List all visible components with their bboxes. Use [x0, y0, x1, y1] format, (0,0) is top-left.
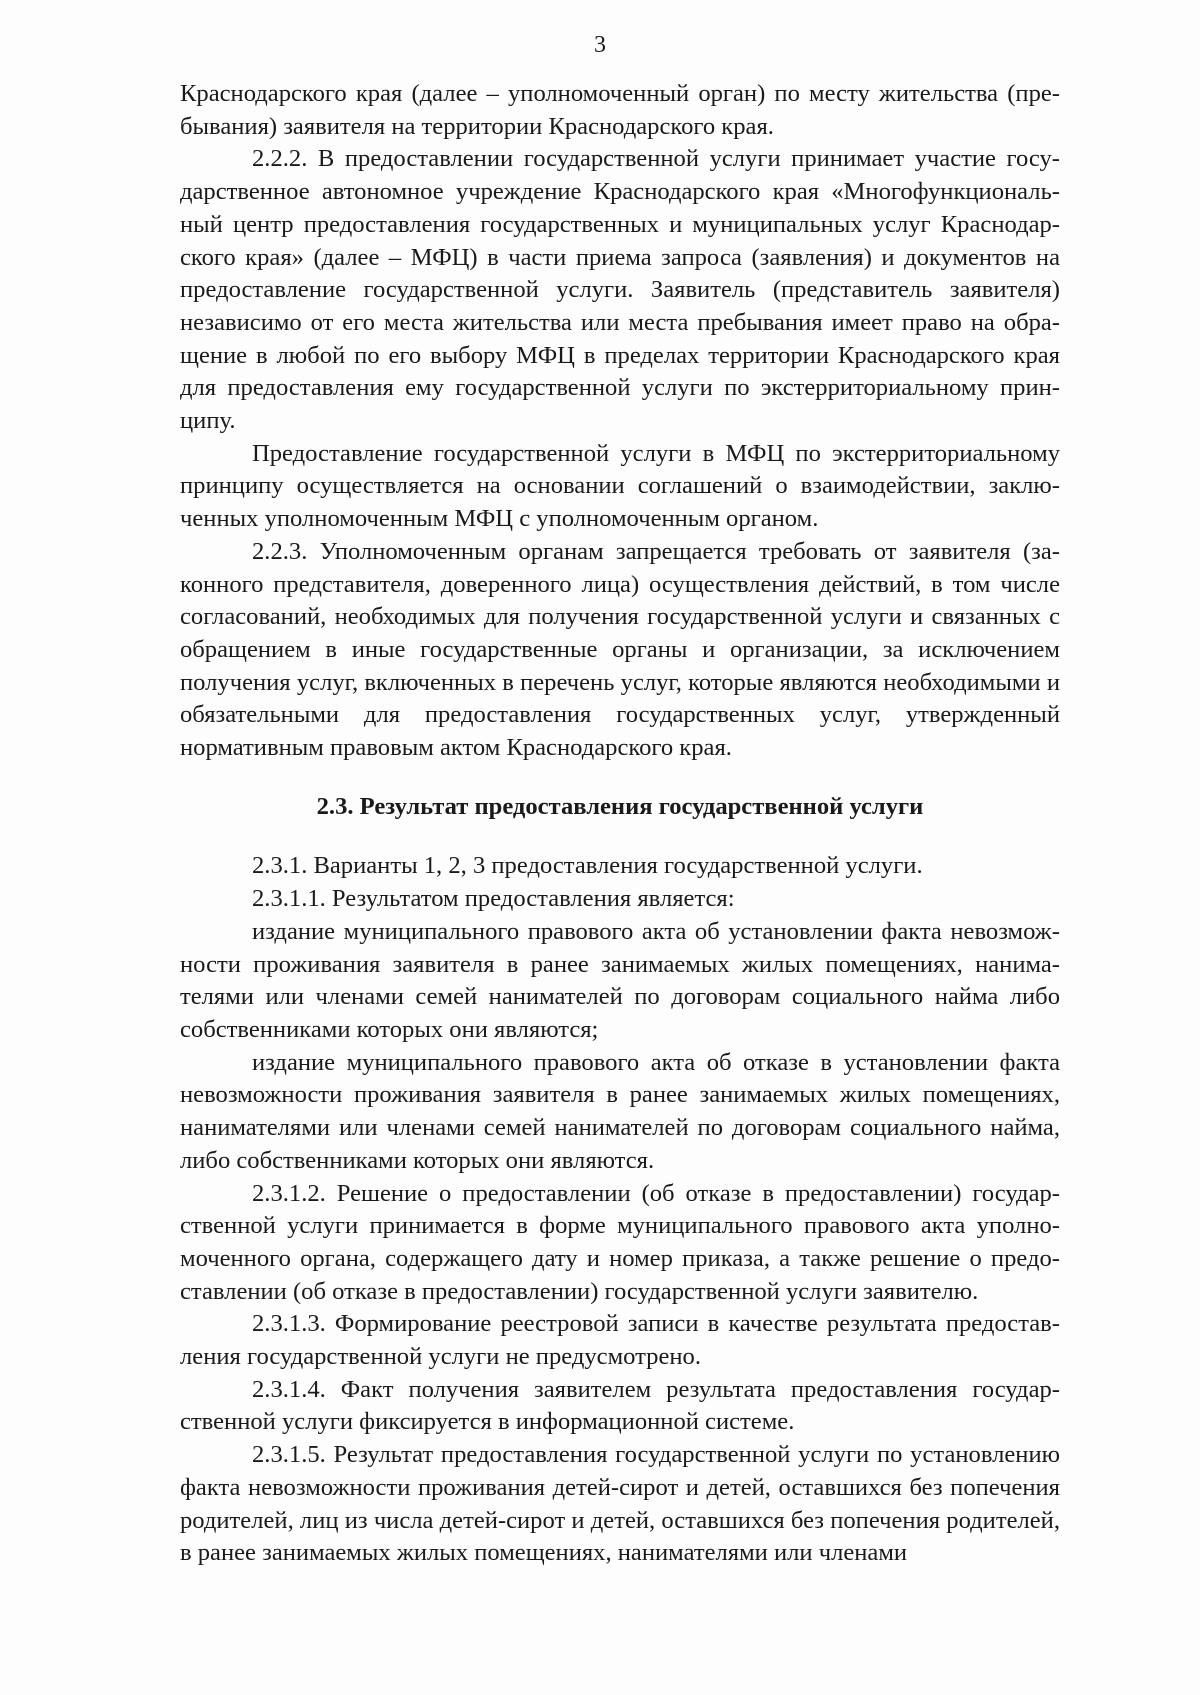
paragraph-2-2-2: 2.2.2. В предоставлении государственной услуги принимает участие государственное автономное учреждение Краснодарского края «Многофункциональный центр предоставления государственных и муниципальных услуг Краснодарского края» (далее – МФЦ) в части приема запроса (заявления) и документов на предоставление государственной услуги. Заявитель (представитель заявителя) независимо от его места жительства или места пребывания имеет право на обращение в любой по его выбору МФЦ в пределах территории Краснодарского края для предоставления ему государственной услуги по экстерриториальному принципу.: [180, 145, 1060, 435]
paragraph-2-2-3: 2.2.3. Уполномоченным органам запрещается требовать от заявителя (законного представителя, доверенного лица) осуществления действий, в том числе согласований, необходимых для получения государственной услуги и связанных с обращением в иные государственные органы и организации, за исключением получения услуг, включенных в перечень услуг, которые являются необходимыми и обязательными для предоставления государственных услуг, утвержденный нормативным правовым актом Краснодарского края.: [180, 537, 1060, 762]
paragraph-2-3-1-5: 2.3.1.5. Результат предоставления государственной услуги по установлению факта невозможности проживания детей-сирот и детей, оставшихся без попечения родителей, лиц из числа детей-сирот и детей, оставшихся без попечения родителей, в ранее занимаемых жилых помещениях, нанимателями или членами: [180, 1441, 1060, 1567]
section-heading: 2.3. Результат предоставления государственной услуги: [316, 792, 924, 820]
paragraph-2-3-1: 2.3.1. Варианты 1, 2, 3 предоставления государственной услуги.: [252, 852, 923, 880]
paragraph-continuation: Краснодарского края (далее – уполномоченный орган) по месту жительства (пребывания) заявителя на территории Краснодарского края.: [180, 80, 1060, 140]
paragraph-2-3-1-2: 2.3.1.2. Решение о предоставлении (об отказе в предоставлении) государственной услуги принимается в форме муниципального правового акта уполномоченного органа, содержащего дату и номер приказа, а также решение о предоставлении (об отказе в предоставлении) государственной услуги заявителю.: [180, 1179, 1060, 1305]
paragraph-2-3-1-3: 2.3.1.3. Формирование реестровой записи в качестве результата предоставления государственной услуги не предусмотрено.: [180, 1310, 1060, 1371]
document-body: [180, 78, 1060, 1570]
paragraph-2-3-1-1: 2.3.1.1. Результатом предоставления является:: [252, 885, 735, 913]
page-number: 3: [594, 32, 606, 58]
paragraph-extraterritorial: Предоставление государственной услуги в МФЦ по экстерриториальному принципу осуществляется на основании соглашений о взаимодействии, заключенных уполномоченным МФЦ с уполномоченным органом.: [180, 439, 1060, 533]
paragraph-2-3-1-4: 2.3.1.4. Факт получения заявителем результата предоставления государственной услуги фиксируется в информационной системе.: [180, 1375, 1060, 1436]
paragraph-result-refusal: издание муниципального правового акта об отказе в установлении факта невозможности проживания заявителя в ранее занимаемых жилых помещениях, нанимателями или членами семей нанимателей по договорам социального найма, либо собственниками которых они являются.: [180, 1048, 1060, 1174]
paragraph-result-issue: издание муниципального правового акта об установлении факта невозможности проживания заявителя в ранее занимаемых жилых помещениях, нанимателями или членами семей нанимателей по договорам социального найма либо собственниками которых они являются;: [180, 917, 1060, 1043]
